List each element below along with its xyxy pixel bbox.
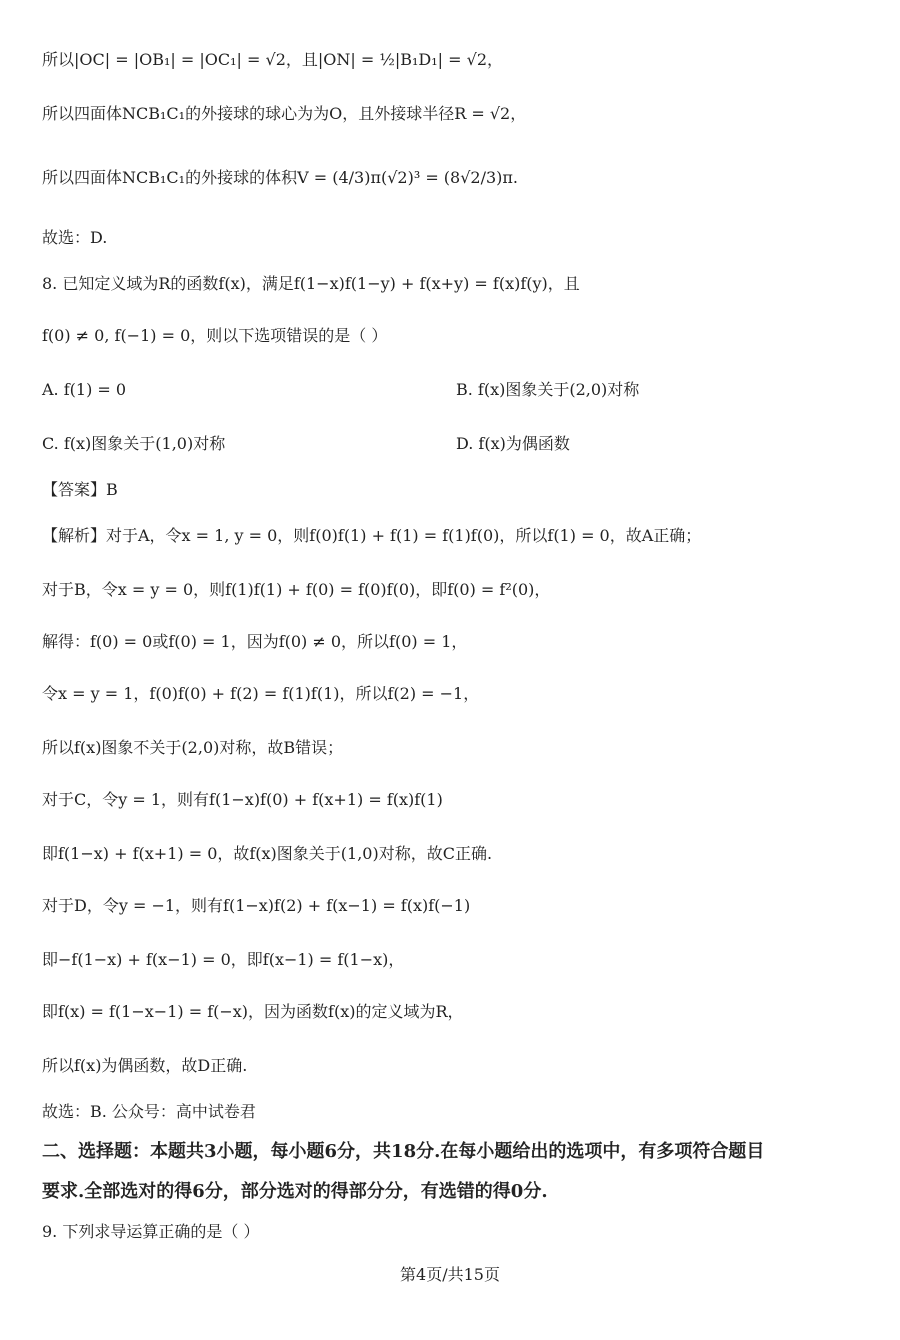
text-line-l17: 所以f(x)为偶函数，故D正确. (42, 1056, 248, 1075)
text-line-l21: 9. 下列求导运算正确的是（ ） (42, 1222, 260, 1241)
text-line-l15: 即−f(1−x) + f(x−1) = 0，即f(x−1) = f(1−x)， (42, 950, 405, 969)
page-footer: 第4页/共15页 (400, 1265, 500, 1284)
option-d: D. f(x)为偶函数 (456, 434, 570, 453)
text-line-l11: 所以f(x)图象不关于(2,0)对称，故B错误； (42, 738, 344, 757)
text-line-l12: 对于C，令y = 1，则有f(1−x)f(0) + f(x+1) = f(x)f(1) (42, 790, 443, 809)
text-line-l6: f(0) ≠ 0, f(−1) = 0，则以下选项错误的是（ ） (42, 326, 388, 345)
text-line-l8: 对于B，令x = y = 0，则f(1)f(1) + f(0) = f(0)f(0)，即f(0) = f²(0)， (42, 580, 551, 599)
text-line-l2: 所以四面体NCB₁C₁的外接球的球心为为O，且外接球半径R = √2， (42, 104, 527, 123)
text-line-l14: 对于D，令y = −1，则有f(1−x)f(2) + f(x−1) = f(x)f(−1) (42, 896, 471, 915)
section-heading-line1: 二、选择题：本题共3小题，每小题6分，共18分.在每小题给出的选项中，有多项符合题目 (42, 1141, 765, 1162)
text-line-l9: 解得：f(0) = 0或f(0) = 1，因为f(0) ≠ 0，所以f(0) = 1， (42, 632, 468, 651)
text-line-l16: 即f(x) = f(1−x−1) = f(−x)，因为函数f(x)的定义域为R， (42, 1002, 464, 1021)
option-b: B. f(x)图象关于(2,0)对称 (456, 380, 640, 399)
text-line-l4: 故选：D. (42, 228, 108, 247)
text-line-l5: 8. 已知定义域为R的函数f(x)，满足f(1−x)f(1−y) + f(x+y) = f(x)f(y)，且 (42, 274, 580, 293)
text-line-ans: 【答案】B (42, 480, 118, 499)
text-line-l18: 故选：B. 公众号：高中试卷君 (42, 1102, 256, 1121)
option-c: C. f(x)图象关于(1,0)对称 (42, 434, 226, 453)
text-line-l13: 即f(1−x) + f(x+1) = 0，故f(x)图象关于(1,0)对称，故C正确. (42, 844, 493, 863)
text-line-l1: 所以|OC| = |OB₁| = |OC₁| = √2，且|ON| = ½|B₁D₁| = √2， (42, 50, 504, 69)
option-a: A. f(1) = 0 (42, 380, 127, 399)
text-line-l3: 所以四面体NCB₁C₁的外接球的体积V = (4/3)π(√2)³ = (8√2/3)π. (42, 168, 519, 187)
text-line-l7: 【解析】对于A，令x = 1, y = 0，则f(0)f(1) + f(1) = f(1)f(0)，所以f(1) = 0，故A正确； (42, 526, 702, 545)
text-line-l10: 令x = y = 1，f(0)f(0) + f(2) = f(1)f(1)，所以f(2) = −1， (42, 684, 480, 703)
section-heading-line2: 要求.全部选对的得6分，部分选对的得部分分，有选错的得0分. (42, 1181, 548, 1202)
